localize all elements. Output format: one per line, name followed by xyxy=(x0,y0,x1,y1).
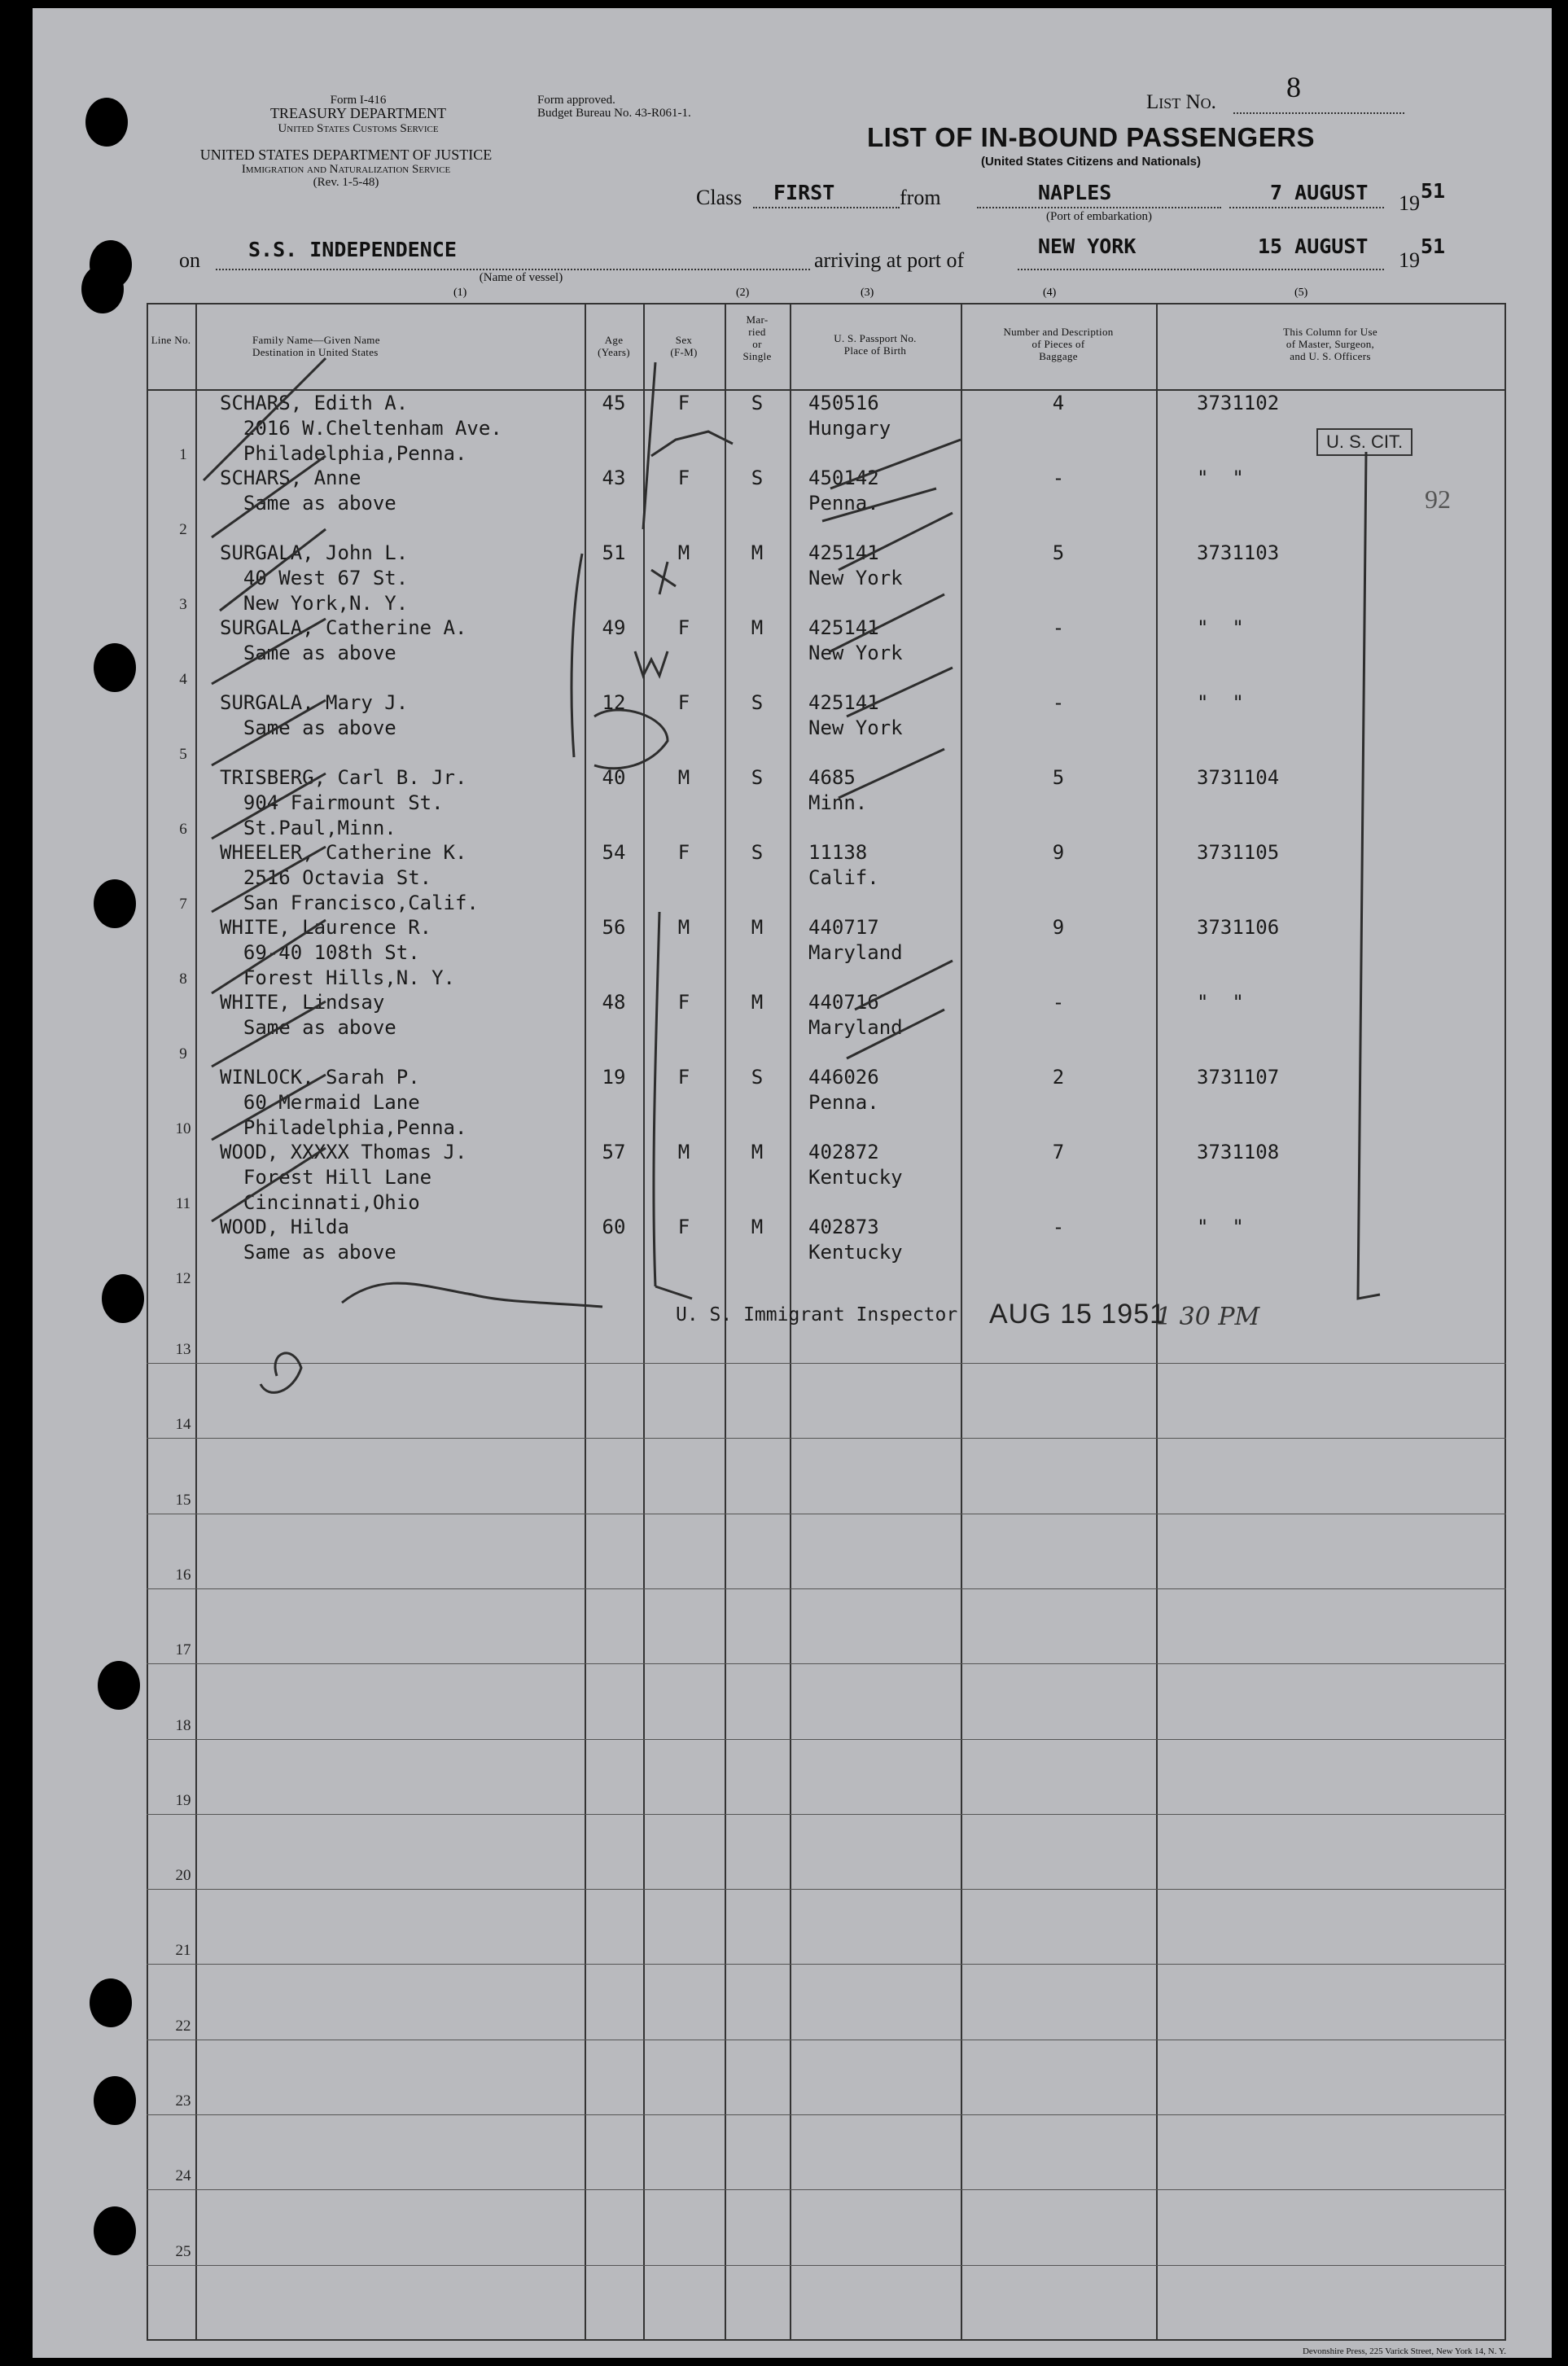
col-number-4: (4) xyxy=(1043,287,1057,299)
passport-line: 446026 xyxy=(808,1066,879,1089)
marital-status: S xyxy=(751,392,764,414)
age: 45 xyxy=(602,392,626,414)
marital-status: S xyxy=(751,691,764,714)
name-line: 60 Mermaid Lane xyxy=(220,1091,420,1114)
page-title: LIST OF IN-BOUND PASSENGERS xyxy=(866,122,1316,152)
passport-line: New York xyxy=(808,642,903,664)
officer-note: " " xyxy=(1197,991,1244,1014)
list-number: 8 xyxy=(1286,71,1301,103)
col-header-sex: Sex (F-M) xyxy=(670,334,698,358)
name-line: WOOD, XXXXX Thomas J. xyxy=(220,1141,467,1163)
baggage-count: - xyxy=(1052,691,1065,714)
passport-line: Maryland xyxy=(808,1016,903,1039)
age: 60 xyxy=(602,1216,626,1238)
officer-note: " " xyxy=(1197,616,1244,639)
line-number: 6 xyxy=(179,821,187,838)
line-number: 13 xyxy=(175,1341,191,1358)
name-line: SURGALA, Mary J. xyxy=(220,691,409,714)
sex: F xyxy=(677,467,690,489)
passport-line: 425141 xyxy=(808,691,879,714)
sex: M xyxy=(677,916,690,939)
sex: F xyxy=(677,616,690,639)
time-note: 1 30 PM xyxy=(1156,1303,1260,1331)
baggage-count: 2 xyxy=(1052,1066,1065,1089)
sex: M xyxy=(677,541,690,564)
line-number: 5 xyxy=(179,746,187,763)
col-header-baggage: Number and Description of Pieces of Baggage xyxy=(1003,326,1114,362)
justice-label: UNITED STATES DEPARTMENT OF JUSTICE xyxy=(199,147,493,163)
embark-date: 7 AUGUST xyxy=(1270,181,1369,204)
passport-line: 425141 xyxy=(808,616,879,639)
line-number: 19 xyxy=(175,1791,191,1809)
vessel-note: (Name of vessel) xyxy=(479,271,563,284)
passport-line: Calif. xyxy=(808,866,879,889)
line-number: 12 xyxy=(175,1270,191,1287)
line-number: 18 xyxy=(175,1716,191,1734)
line-number: 17 xyxy=(175,1641,191,1659)
col-number-5: (5) xyxy=(1294,287,1308,299)
inspector-label: U. S. Immigrant Inspector xyxy=(676,1304,958,1325)
line-number: 24 xyxy=(175,2167,191,2185)
line-number: 21 xyxy=(175,1942,191,1960)
line-number: 25 xyxy=(175,2242,191,2260)
marital-status: S xyxy=(751,467,764,489)
age: 43 xyxy=(602,467,626,489)
sex: F xyxy=(677,392,690,414)
line-number: 23 xyxy=(175,2092,191,2110)
baggage-count: - xyxy=(1052,1216,1065,1238)
age: 48 xyxy=(602,991,626,1014)
baggage-count: 9 xyxy=(1052,841,1065,864)
marital-status: M xyxy=(751,1216,764,1238)
baggage-count: 4 xyxy=(1052,392,1065,414)
name-line: WOOD, Hilda xyxy=(220,1216,349,1238)
baggage-count: 5 xyxy=(1052,766,1065,789)
passport-line: Kentucky xyxy=(808,1241,903,1264)
name-line: SCHARS, Anne xyxy=(220,467,361,489)
class-value: FIRST xyxy=(773,181,835,204)
col-header-age: Age (Years) xyxy=(598,334,630,358)
name-line: Cincinnati,Ohio xyxy=(220,1191,420,1214)
name-line: 69-40 108th St. xyxy=(220,941,420,964)
line-number: 20 xyxy=(175,1867,191,1885)
list-number-label: List No. xyxy=(1146,91,1216,113)
line-number: 2 xyxy=(179,521,187,538)
name-line: San Francisco,Calif. xyxy=(220,892,479,914)
name-line: Same as above xyxy=(220,716,396,739)
passport-line: Kentucky xyxy=(808,1166,903,1189)
marital-status: S xyxy=(751,841,764,864)
passport-line: Minn. xyxy=(808,791,868,814)
name-line: Philadelphia,Penna. xyxy=(220,1116,467,1139)
col-number-1: (1) xyxy=(453,287,467,299)
passport-line: 402873 xyxy=(808,1216,879,1238)
treasury-label: TREASURY DEPARTMENT xyxy=(269,105,447,121)
baggage-count: - xyxy=(1052,616,1065,639)
passport-line: 450516 xyxy=(808,392,879,414)
sex: M xyxy=(677,1141,690,1163)
name-line: 2016 W.Cheltenham Ave. xyxy=(220,417,502,440)
line-number: 11 xyxy=(175,1195,191,1212)
revision-label: (Rev. 1-5-48) xyxy=(313,176,379,189)
port-embark-note: (Port of embarkation) xyxy=(1046,210,1152,223)
margin-note: 92 xyxy=(1425,484,1451,514)
age: 12 xyxy=(602,691,626,714)
name-line: Forest Hill Lane xyxy=(220,1166,432,1189)
name-line: WINLOCK, Sarah P. xyxy=(220,1066,420,1089)
marital-status: M xyxy=(751,1141,764,1163)
officer-note: 3731107 xyxy=(1197,1066,1280,1089)
arriving-label: arriving at port of xyxy=(814,248,965,272)
passport-line: Hungary xyxy=(808,417,891,440)
name-line: Same as above xyxy=(220,642,396,664)
name-line: Same as above xyxy=(220,1016,396,1039)
ins-label: Immigration and Naturalization Service xyxy=(241,163,451,176)
passport-line: 440716 xyxy=(808,991,879,1014)
passport-line: Maryland xyxy=(808,941,903,964)
line-number: 4 xyxy=(179,671,187,688)
name-line: Forest Hills,N. Y. xyxy=(220,966,455,989)
line-number: 10 xyxy=(175,1120,191,1137)
line-number: 8 xyxy=(179,970,187,988)
citizen-stamp: U. S. CIT. xyxy=(1316,428,1413,456)
passport-line: 440717 xyxy=(808,916,879,939)
baggage-count: - xyxy=(1052,467,1065,489)
passport-line: 425141 xyxy=(808,541,879,564)
passport-line: New York xyxy=(808,567,903,589)
line-number: 7 xyxy=(179,896,187,913)
officer-note: 3731105 xyxy=(1197,841,1280,864)
age: 57 xyxy=(602,1141,626,1163)
name-line: Same as above xyxy=(220,1241,396,1264)
line-number: 3 xyxy=(179,596,187,613)
officer-note: 3731108 xyxy=(1197,1141,1280,1163)
officer-note: " " xyxy=(1197,467,1244,489)
name-line: WHITE, Laurence R. xyxy=(220,916,432,939)
passport-line: 4685 xyxy=(808,766,856,789)
inspector-date-stamp: AUG 15 1951 xyxy=(989,1299,1167,1330)
age: 19 xyxy=(602,1066,626,1089)
sex: M xyxy=(677,766,690,789)
officer-note: " " xyxy=(1197,691,1244,714)
passport-line: Penna. xyxy=(808,492,879,515)
marital-status: M xyxy=(751,916,764,939)
marital-status: M xyxy=(751,991,764,1014)
sex: F xyxy=(677,1216,690,1238)
arrival-date: 15 AUGUST xyxy=(1258,234,1369,258)
arrival-year: 51 xyxy=(1421,234,1446,258)
vessel-name: S.S. INDEPENDENCE xyxy=(248,238,457,261)
col-number-3: (3) xyxy=(861,287,874,299)
sex: F xyxy=(677,841,690,864)
from-label: from xyxy=(900,186,941,209)
marital-status: M xyxy=(751,616,764,639)
line-number: 15 xyxy=(175,1491,191,1509)
officer-note: 3731103 xyxy=(1197,541,1280,564)
name-line: SURGALA, Catherine A. xyxy=(220,616,467,639)
name-line: SURGALA, John L. xyxy=(220,541,409,564)
line-number: 22 xyxy=(175,2017,191,2035)
age: 51 xyxy=(602,541,626,564)
name-line: New York,N. Y. xyxy=(220,592,409,615)
passport-line: 402872 xyxy=(808,1141,879,1163)
name-line: St.Paul,Minn. xyxy=(220,817,396,839)
passport-line: 450142 xyxy=(808,467,879,489)
col-number-2: (2) xyxy=(736,287,750,299)
officer-note: 3731106 xyxy=(1197,916,1280,939)
page-subtitle: (United States Citizens and Nationals) xyxy=(980,155,1202,169)
age: 49 xyxy=(602,616,626,639)
baggage-count: 5 xyxy=(1052,541,1065,564)
year-prefix-2: 19 xyxy=(1399,248,1420,272)
marital-status: S xyxy=(751,766,764,789)
line-number: 16 xyxy=(175,1566,191,1584)
name-line: TRISBERG, Carl B. Jr. xyxy=(220,766,467,789)
marital-status: S xyxy=(751,1066,764,1089)
passport-line: 11138 xyxy=(808,841,868,864)
baggage-count: 7 xyxy=(1052,1141,1065,1163)
col-header-line: Line No. xyxy=(151,334,191,346)
form-number: Form I-416 xyxy=(330,94,387,107)
budget-label: Budget Bureau No. 43-R061-1. xyxy=(537,107,691,120)
name-line: Philadelphia,Penna. xyxy=(220,442,467,465)
marital-status: M xyxy=(751,541,764,564)
line-number: 9 xyxy=(179,1045,187,1063)
passport-line: Penna. xyxy=(808,1091,879,1114)
passport-line: New York xyxy=(808,716,903,739)
officer-note: 3731102 xyxy=(1197,392,1280,414)
officer-note: 3731104 xyxy=(1197,766,1280,789)
embark-year: 51 xyxy=(1421,179,1446,203)
name-line: 40 West 67 St. xyxy=(220,567,409,589)
sex: F xyxy=(677,1066,690,1089)
baggage-count: 9 xyxy=(1052,916,1065,939)
year-prefix: 19 xyxy=(1399,191,1420,215)
from-value: NAPLES xyxy=(1038,181,1112,204)
class-label: Class xyxy=(696,186,742,209)
line-number: 1 xyxy=(179,446,187,463)
customs-label: United States Customs Service xyxy=(278,122,439,135)
officer-note: " " xyxy=(1197,1216,1244,1238)
sex: F xyxy=(677,691,690,714)
name-line: WHEELER, Catherine K. xyxy=(220,841,467,864)
arrival-port: NEW YORK xyxy=(1038,234,1137,258)
printer-imprint: Devonshire Press, 225 Varick Street, New York 14, N. Y. xyxy=(1302,2346,1506,2356)
approved-label: Form approved. xyxy=(537,94,615,107)
col-header-name: Family Name—Given Name Destination in United States xyxy=(252,334,380,358)
on-label: on xyxy=(179,248,200,272)
col-header-married: Mar- ried or Single xyxy=(742,313,772,362)
col-header-passport: U. S. Passport No. Place of Birth xyxy=(834,332,917,357)
age: 56 xyxy=(602,916,626,939)
age: 40 xyxy=(602,766,626,789)
baggage-count: - xyxy=(1052,991,1065,1014)
name-line: WHITE, Lindsay xyxy=(220,991,385,1014)
age: 54 xyxy=(602,841,626,864)
name-line: SCHARS, Edith A. xyxy=(220,392,409,414)
col-header-officers: This Column for Use of Master, Surgeon, and U. S. Officers xyxy=(1283,326,1377,362)
name-line: Same as above xyxy=(220,492,396,515)
sex: F xyxy=(677,991,690,1014)
name-line: 2516 Octavia St. xyxy=(220,866,432,889)
name-line: 904 Fairmount St. xyxy=(220,791,444,814)
line-number: 14 xyxy=(175,1416,191,1434)
